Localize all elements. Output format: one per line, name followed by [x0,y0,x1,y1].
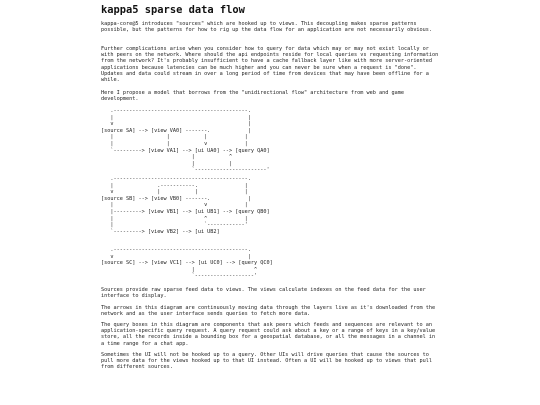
complications-paragraph: Further complications arise when you consider how to query for data which may or may not exist locally or with peers on the network. Where should the api endpoints reside for local queries vs requesting information from the network? It's probably insufficient to have a cache fallback layer like with more server-oriented applications because latencies can be much higher and you can never be sure when a request is "done". Updates and data could stream in over a long period of time from devices that may have been offline for a while. [101,46,439,84]
diagram-source-sb: .-------------------------------------------. | .-----------. | v | | | [source SB] --> [view VB0] -------. | | v | |---------> [view VB1] --> [ui UB1] --> [query QB0] | ^ | | `------------' `---------> [view VB2] --> [ui UB2] [101,176,270,235]
intro-paragraph: kappa-core@5 introduces "sources" which are hooked up to views. This decoupling makes sparse patterns possible, but the patterns for how to rig up the data flow for an application are not necessarily obvious. [101,21,433,34]
diagram-source-sc: .-------------------------------------------. v | [source SC] --> [view VC1] --> [ui UC0] --> [query QC0] | ^ `-------------------' [101,247,273,280]
ui-hookup-paragraph: Sometimes the UI will not be hooked up to a query. Other UIs will drive queries that cause the sources to pull more data for the views hooked up to that UI instead. Often a UI will be hooked up to views that pull from different sources. [101,352,433,371]
proposal-paragraph: Here I propose a model that borrows from the "unidirectional flow" architecture from web and game development. [101,90,404,103]
page-title: kappa5 sparse data flow [101,4,245,16]
arrows-paragraph: The arrows in this diagram are continuously moving data through the layers live as it's downloaded from the network and as the user interface sends queries to fetch more data. [101,305,436,318]
diagram-source-sa: .-------------------------------------------. | | v | [source SA] --> [view VA0] -------. | | | | | | | v | `---------> [view VA1] --> [ui UA0] --> [query QA0] | ^ | | `-----------------------' [101,108,270,174]
query-boxes-paragraph: The query boxes in this diagram are components that ask peers which feeds and sequences are relevant to an application-specific query request. A query request could ask about a key or a range of keys in a key/value store, all the records inside a bounding box for a geospatial database, or all the messages in a channel in a time range for a chat app. [101,322,436,347]
sources-paragraph: Sources provide raw sparse feed data to views. The views calculate indexes on the feed data for the user interface to display. [101,287,426,300]
